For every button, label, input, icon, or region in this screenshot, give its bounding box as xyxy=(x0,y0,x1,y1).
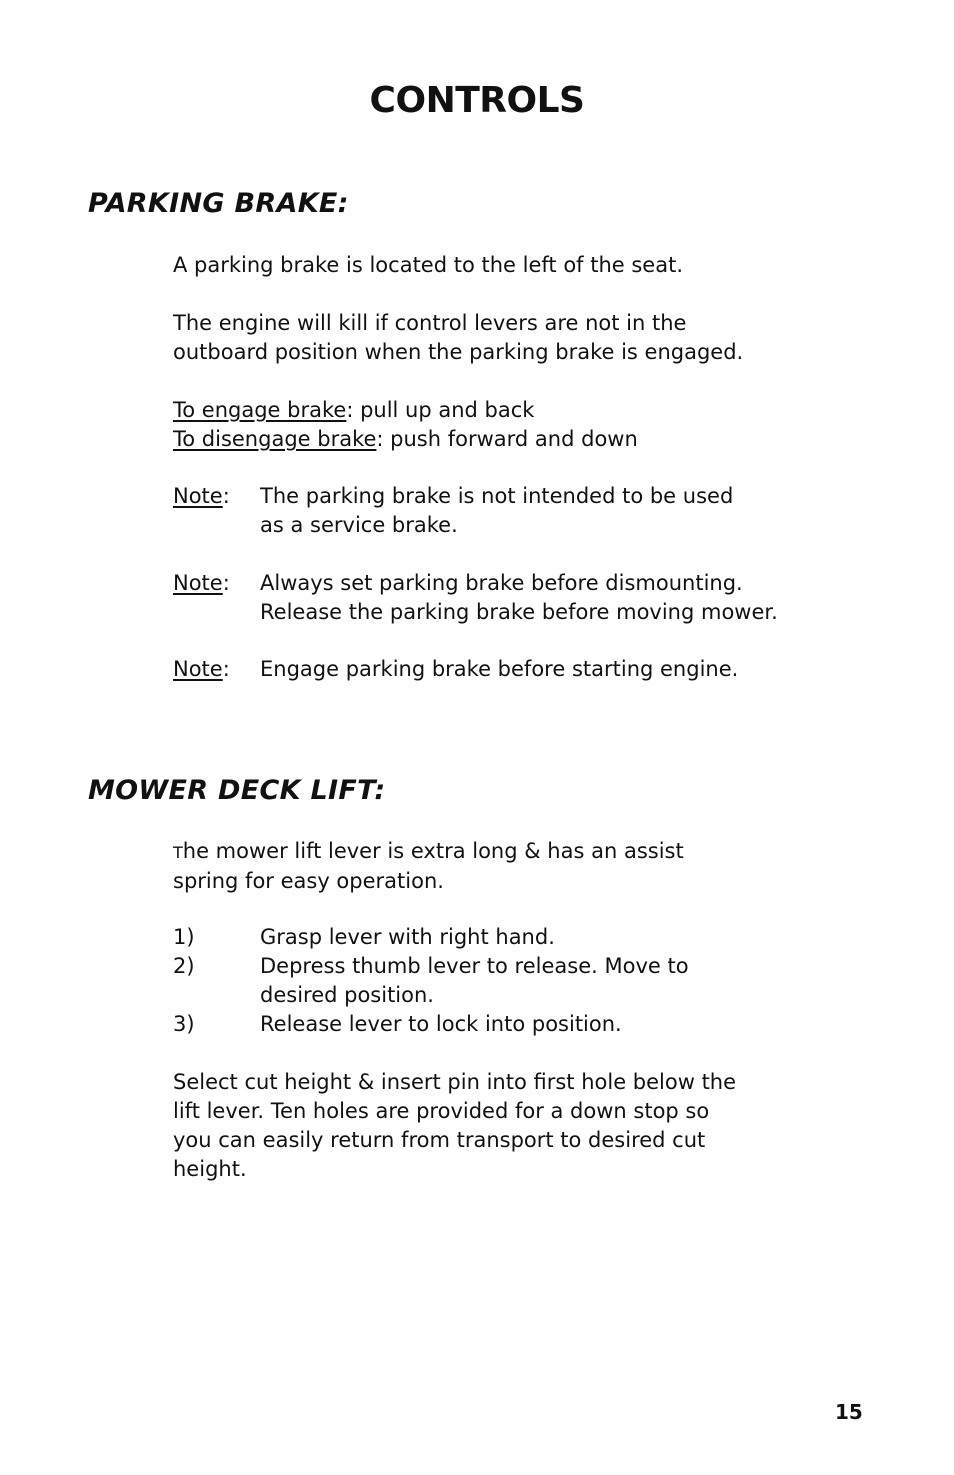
engine-kill-line-1: The engine will kill if control levers are not in the xyxy=(173,311,687,335)
step-number: 2) xyxy=(173,954,195,978)
cut-height-line: height. xyxy=(173,1157,247,1181)
cut-height-line: you can easily return from transport to desired cut xyxy=(173,1128,706,1152)
step-number: 1) xyxy=(173,925,195,949)
disengage-brake-label: To disengage brake xyxy=(173,427,377,451)
note-text: The parking brake is not intended to be used as a service brake. xyxy=(260,484,734,537)
lift-lever-intro xyxy=(173,837,873,896)
disengage-brake-line xyxy=(173,425,873,454)
disengage-brake-text: : push forward and down xyxy=(376,427,638,451)
brake-instructions xyxy=(173,396,873,454)
engine-kill-paragraph xyxy=(173,309,873,367)
engage-brake-line xyxy=(173,396,873,425)
step-text: Grasp lever with right hand. xyxy=(260,925,555,949)
note-label: Note: xyxy=(173,484,230,508)
step-text: Depress thumb lever to release. Move to desired position. xyxy=(260,954,689,1007)
cut-height-paragraph xyxy=(173,1068,873,1184)
mower-deck-lift-heading: MOWER DECK LIFT: xyxy=(88,775,386,806)
engine-kill-line-2: outboard position when the parking brake is engaged. xyxy=(173,340,744,364)
cut-height-line: lift lever. Ten holes are provided for a down stop so xyxy=(173,1099,710,1123)
parking-brake-location-text: A parking brake is located to the left of the seat. xyxy=(173,253,684,277)
step-number: 3) xyxy=(173,1012,195,1036)
lift-intro-line-1: The mower lift lever is extra long & has an assist xyxy=(173,839,684,863)
engage-brake-text: : pull up and back xyxy=(346,398,535,422)
engage-brake-label: To engage brake xyxy=(173,398,347,422)
note-label: Note: xyxy=(173,571,230,595)
note-text: Always set parking brake before dismounting. Release the parking brake before moving mower. xyxy=(260,571,778,624)
note-text: Engage parking brake before starting engine. xyxy=(260,657,739,681)
page-number: 15 xyxy=(835,1400,863,1424)
parking-brake-heading: PARKING BRAKE: xyxy=(88,188,349,219)
lift-intro-line-2: spring for easy operation. xyxy=(173,869,444,893)
step-text: Release lever to lock into position. xyxy=(260,1012,622,1036)
page-title: CONTROLS xyxy=(369,80,585,121)
cut-height-line: Select cut height & insert pin into first hole below the xyxy=(173,1070,737,1094)
note-label: Note: xyxy=(173,657,230,681)
